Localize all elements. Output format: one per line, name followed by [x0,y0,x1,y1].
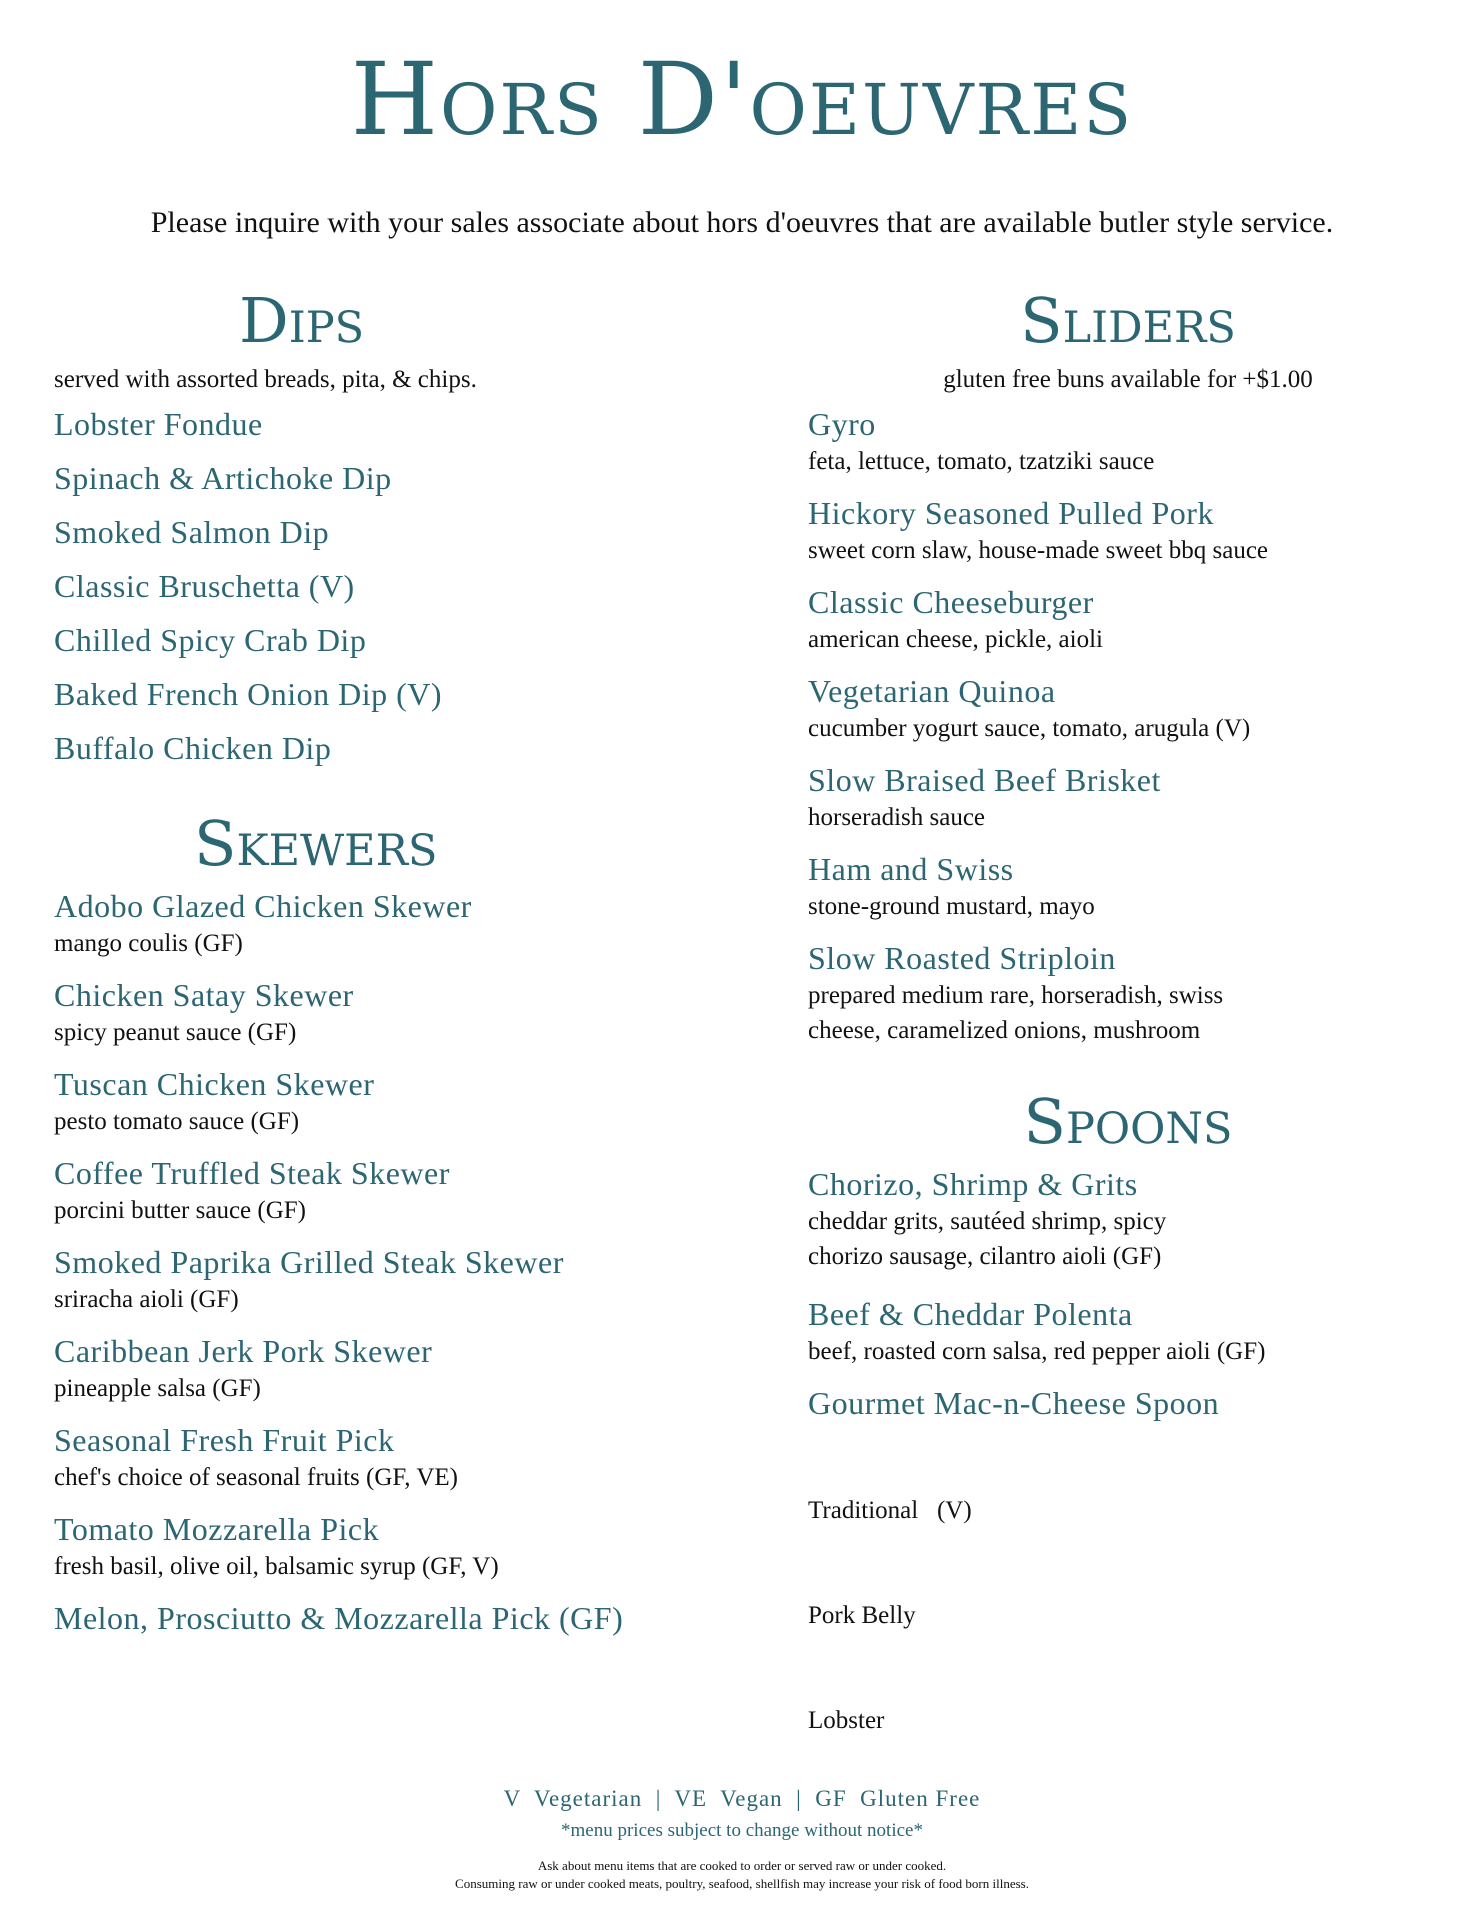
skewer-desc: porcini butter sauce (GF) [54,1196,307,1224]
desc-line: sweet corn slaw, house-made sweet bbq sauce [808,537,1269,565]
slider-name: Ham and Swiss [808,851,1014,888]
skewer-name: Coffee Truffled Steak Skewer [54,1154,450,1191]
sliders-list [808,404,1448,1048]
skewer-item [54,1331,744,1406]
desc-line: cheddar grits, sautéed shrimp, spicy [808,1207,1167,1235]
skewer-item [54,1420,744,1495]
skewer-name: Adobo Glazed Chicken Skewer [54,887,472,924]
skewer-name: Chicken Satay Skewer [54,976,354,1013]
slider-name: Classic Cheeseburger [808,584,1094,621]
skewer-desc: chef's choice of seasonal fruits (GF, VE) [54,1463,459,1491]
skewer-item [54,1064,744,1139]
slider-name: Vegetarian Quinoa [808,673,1056,710]
price-notice: *menu prices subject to change without notice* [561,1820,923,1841]
skewer-name: Seasonal Fresh Fruit Pick [54,1421,395,1458]
skewer-desc: fresh basil, olive oil, balsamic syrup (GF, V) [54,1552,499,1580]
dip-item: Lobster Fondue [54,406,263,443]
desc-line: beef, roasted corn salsa, red pepper aioli (GF) [808,1337,1266,1365]
slider-item [808,404,1448,479]
spoons-section-title: Spoons [1023,1085,1233,1159]
skewer-item [54,975,744,1050]
skewers-list [54,886,744,1638]
left-column [54,285,744,1652]
dip-item: Smoked Salmon Dip [54,514,330,551]
dip-item: Buffalo Chicken Dip [54,730,332,767]
skewers-section-title: Skewers [194,807,438,881]
dips-section-title: Dips [239,284,365,357]
skewer-desc: pineapple salsa (GF) [54,1374,261,1402]
desc-line: Lobster [808,1706,885,1734]
food-safety-note-2: Consuming raw or under cooked meats, poultry, seafood, shellfish may increase your risk of food born illness. [455,1876,1029,1891]
dip-item: Baked French Onion Dip (V) [54,676,443,713]
desc-line: horseradish sauce [808,804,986,832]
dips-list [54,404,744,768]
skewer-desc: sriracha aioli (GF) [54,1285,239,1313]
spoon-item [808,1383,1448,1808]
slider-name: Slow Roasted Striploin [808,940,1116,977]
slider-desc [808,978,1448,1048]
spoon-name: Chorizo, Shrimp & Grits [808,1165,1138,1202]
slider-desc [808,711,1448,746]
spoon-item [808,1294,1448,1369]
dip-item: Chilled Spicy Crab Dip [54,622,367,659]
spoon-desc [808,1204,1448,1274]
skewer-desc: pesto tomato sauce (GF) [54,1107,300,1135]
skewer-desc: spicy peanut sauce (GF) [54,1018,297,1046]
food-safety-note-1: Ask about menu items that are cooked to order or served raw or under cooked. [537,1858,947,1873]
slider-item [808,493,1448,568]
skewer-item [54,886,744,961]
intro-text: Please inquire with your sales associate about hors d'oeuvres that are available butler style service. [150,206,1334,239]
sliders-section-title: Sliders [1020,284,1236,357]
spoon-name: Gourmet Mac-n-Cheese Spoon [808,1384,1220,1421]
dip-item: Spinach & Artichoke Dip [54,460,392,497]
desc-line: american cheese, pickle, aioli [808,626,1103,654]
desc-line: feta, lettuce, tomato, tzatziki sauce [808,448,1155,476]
dip-item: Classic Bruschetta (V) [54,568,355,605]
skewer-name: Caribbean Jerk Pork Skewer [54,1332,433,1369]
skewer-desc: mango coulis (GF) [54,929,243,957]
desc-line: Pork Belly [808,1601,916,1629]
desc-line: stone-ground mustard, mayo [808,893,1095,921]
slider-desc [808,800,1448,835]
skewer-name: Melon, Prosciutto & Mozzarella Pick (GF) [54,1599,624,1636]
slider-name: Gyro [808,406,876,443]
skewer-item [54,1242,744,1317]
sliders-note: gluten free buns available for +$1.00 [943,366,1313,394]
desc-line: prepared medium rare, horseradish, swiss [808,982,1224,1010]
slider-item [808,760,1448,835]
desc-line: Traditional (V) [808,1496,972,1524]
slider-desc [808,889,1448,924]
page-title: Hors D'oeuvres [350,41,1134,158]
slider-item [808,938,1448,1048]
slider-desc [808,444,1448,479]
slider-name: Hickory Seasoned Pulled Pork [808,495,1214,532]
skewer-item [54,1598,744,1638]
slider-item [808,671,1448,746]
skewer-name: Tuscan Chicken Skewer [54,1065,375,1102]
skewer-name: Tomato Mozzarella Pick [54,1510,380,1547]
desc-line: chorizo sausage, cilantro aioli (GF) [808,1242,1162,1270]
slider-desc [808,622,1448,657]
slider-item [808,582,1448,657]
dietary-legend: V Vegetarian | VE Vegan | GF Gluten Free [503,1786,981,1811]
dips-note: served with assorted breads, pita, & chips. [54,366,477,394]
slider-item [808,849,1448,924]
skewer-item [54,1153,744,1228]
skewer-name: Smoked Paprika Grilled Steak Skewer [54,1243,564,1280]
slider-name: Slow Braised Beef Brisket [808,762,1161,799]
spoon-desc [808,1334,1448,1369]
spoons-list [808,1164,1448,1808]
desc-line: cheese, caramelized onions, mushroom [808,1017,1201,1045]
right-column [808,285,1448,1822]
spoon-desc [808,1423,1448,1808]
desc-line: cucumber yogurt sauce, tomato, arugula (V) [808,715,1251,743]
spoon-name: Beef & Cheddar Polenta [808,1295,1133,1332]
slider-desc [808,533,1448,568]
spoon-item [808,1164,1448,1274]
skewer-item [54,1509,744,1584]
